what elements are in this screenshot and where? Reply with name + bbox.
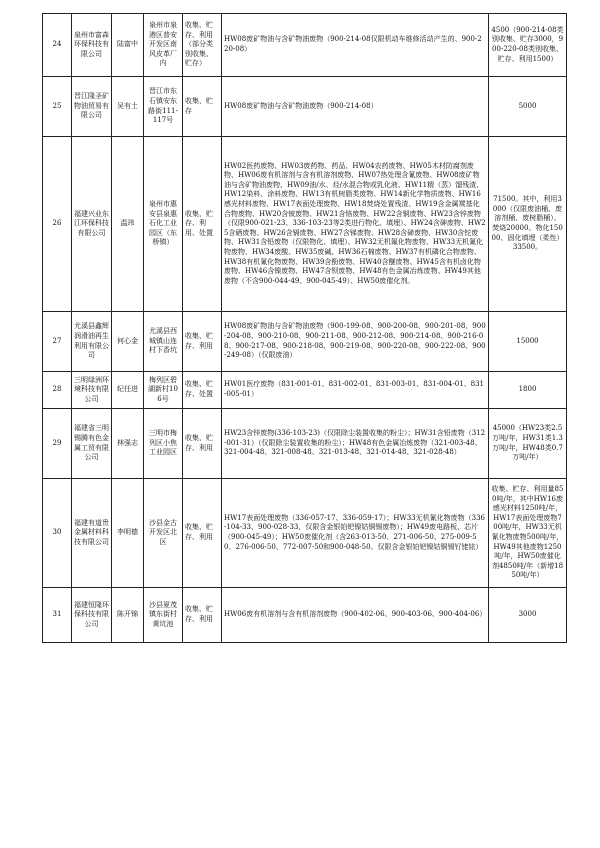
facility-address-cell: 沙县金古开发区北区 bbox=[144, 479, 183, 588]
row-number-cell: 30 bbox=[43, 479, 72, 588]
operation-mode-cell: 收集、贮存、利用 bbox=[183, 479, 222, 588]
facility-address-cell: 晋江市东石镇安东路街111-117号 bbox=[144, 77, 183, 137]
waste-categories-cell: HW17表面处理废物（336-057-17、336-059-17）；HW33无机氰化物废物（336-104-33、900-028-33，仅限含金银铂钯镍钴铜锡废物）；HW49废电路板、芯片（900-045-49）；HW50废催化剂（含263-013-50、271-006-50、275-009-50、276-006-50、772-007-50和900-048-50。仅限含金银铂钯镍钴铜锡钌铑铱） bbox=[222, 479, 489, 588]
permit-table-page bbox=[42, 13, 566, 643]
operation-scale-cell: 1800 bbox=[489, 372, 567, 409]
waste-categories-cell: HW08废矿物油与含矿物油废物（900-214-08仅限机动车维修活动产生的、900-220-08） bbox=[222, 14, 489, 77]
operation-mode-cell: 收集、贮存、利用 bbox=[183, 588, 222, 643]
operation-mode-cell: 收集、贮存、利用 bbox=[183, 409, 222, 479]
facility-address-cell: 泉州市惠安县泉惠石化工业园区（东桥镇） bbox=[144, 137, 183, 312]
waste-categories-cell: HW23含锌废物(336-103-23)（仅限除尘装置收集的粉尘）；HW31含铅废物（312-001-31）（仅限除尘装置收集的粉尘）；HW48有色金属冶炼废物（321-003-48、321-004-48、321-008-48、321-013-48、321-014-48、321-028-48） bbox=[222, 409, 489, 479]
legal-representative-cell: 吴有土 bbox=[112, 77, 144, 137]
row-number-cell: 25 bbox=[43, 77, 72, 137]
row-number-cell: 24 bbox=[43, 14, 72, 77]
facility-address-cell: 三明市梅列区小焦工业园区 bbox=[144, 409, 183, 479]
legal-representative-cell: 李明德 bbox=[112, 479, 144, 588]
waste-categories-cell: HW08废矿物油与含矿物油废物（900-214-08） bbox=[222, 77, 489, 137]
company-name-cell: 福建兴业东江环保科技有限公司 bbox=[72, 137, 112, 312]
operation-scale-cell: 45000（HW23类2.5万吨/年，HW31类1.3万吨/年，HW48类0.7万吨/年） bbox=[489, 409, 567, 479]
table-row bbox=[43, 409, 567, 479]
operation-scale-cell: 15000 bbox=[489, 312, 567, 372]
waste-categories-cell: HW08废矿物油与含矿物油废物（900-199-08、900-200-08、900-201-08、900-204-08、900-210-08、900-211-08、900-212-08、900-214-08、900-216-08、900-217-08、900-218-08、900-219-08、900-220-08、900-222-08、900-249-08）（仅限废油） bbox=[222, 312, 489, 372]
legal-representative-cell: 纪任进 bbox=[112, 372, 144, 409]
table-row bbox=[43, 479, 567, 588]
company-name-cell: 福建有道贵金属材料科技有限公司 bbox=[72, 479, 112, 588]
row-number-cell: 26 bbox=[43, 137, 72, 312]
legal-representative-cell: 林强志 bbox=[112, 409, 144, 479]
operation-scale-cell: 71500。其中，利用3000（仅限废油桶、废溶剂桶、废树脂桶）、焚烧20000、物化15000、固化填埋（柔性）33500。 bbox=[489, 137, 567, 312]
legal-representative-cell: 何心金 bbox=[112, 312, 144, 372]
row-number-cell: 28 bbox=[43, 372, 72, 409]
operation-scale-cell: 5000 bbox=[489, 77, 567, 137]
table-row bbox=[43, 588, 567, 643]
legal-representative-cell: 温玮 bbox=[112, 137, 144, 312]
table-row bbox=[43, 372, 567, 409]
table-body bbox=[43, 14, 567, 643]
row-number-cell: 31 bbox=[43, 588, 72, 643]
operation-mode-cell: 收集、贮存 bbox=[183, 77, 222, 137]
legal-representative-cell: 陈开锦 bbox=[112, 588, 144, 643]
hazardous-waste-permit-table bbox=[42, 13, 567, 643]
company-name-cell: 福建省三明锡腾有色金属工贸有限公司 bbox=[72, 409, 112, 479]
facility-address-cell: 沙县夏茂镇东街村黄坑池 bbox=[144, 588, 183, 643]
waste-categories-cell: HW01医疗废物（831-001-01、831-002-01、831-003-01、831-004-01、831-005-01） bbox=[222, 372, 489, 409]
table-row bbox=[43, 14, 567, 77]
operation-mode-cell: 收集、贮存、利用、处置 bbox=[183, 137, 222, 312]
operation-scale-cell: 收集、贮存、利用量850吨/年，其中HW16废感光材料1250吨/年，HW17表面处理废物700吨/年，HW33无机氰化物废物500吨/年，HW49其他废物1250吨/年，HW50废催化剂4850吨/年（新增1850吨/年） bbox=[489, 479, 567, 588]
company-name-cell: 三明绿洲环境科技有限公司 bbox=[72, 372, 112, 409]
facility-address-cell: 梅列区碧湖新村106号 bbox=[144, 372, 183, 409]
legal-representative-cell: 陆富中 bbox=[112, 14, 144, 77]
operation-scale-cell: 3000 bbox=[489, 588, 567, 643]
row-number-cell: 29 bbox=[43, 409, 72, 479]
row-number-cell: 27 bbox=[43, 312, 72, 372]
company-name-cell: 福建恒隆环保科技有限公司 bbox=[72, 588, 112, 643]
company-name-cell: 尤溪县鑫辉润滑油再生利用有限公司 bbox=[72, 312, 112, 372]
company-name-cell: 晋江隆圣矿物油贸易有限公司 bbox=[72, 77, 112, 137]
facility-address-cell: 尤溪县西城镇山连村下香坑 bbox=[144, 312, 183, 372]
table-row bbox=[43, 312, 567, 372]
operation-scale-cell: 4500（900-214-08类别收集、贮存3000，900-220-08类别收集、贮存、利用1500） bbox=[489, 14, 567, 77]
operation-mode-cell: 收集、贮存、利用（部分类别收集、贮存） bbox=[183, 14, 222, 77]
table-row bbox=[43, 137, 567, 312]
company-name-cell: 泉州市富森环保科技有限公司 bbox=[72, 14, 112, 77]
waste-categories-cell: HW02医药废物、HW03废药物、药品、HW04农药废物、HW05木材防腐剂废物、HW06废有机溶剂与含有机溶剂废物、HW07热处理含氰废物、HW08废矿物油与含矿物油废物、HW09油/水、烃/水混合物或乳化液、HW11精（蒸）馏残渣、HW12染料、涂料废物、HW13有机树脂类废物、HW14新化学物质废物、HW16感光材料废物、HW17表面处理废物、HW18焚烧处置残渣、HW19含金属羰基化合物废物、HW20含铍废物、HW21含铬废物、HW22含铜废物、HW23含锌废物（仅限900-021-23、336-103-23等2类进行物化、填埋）、HW24含砷废物、HW25含硒废物、HW26含镉废物、HW27含锑废物、HW28含碲废物、HW30含铊废物、HW31含铅废物（仅限物化、填埋）、HW32无机氟化物废物、HW33无机氰化物废物、HW34废酸、HW35废碱、HW36石棉废物、HW37有机磷化合物废物、HW38有机氰化物废物、HW39含酚废物、HW40含醚废物、HW45含有机卤化物废物、HW46含镍废物、HW47含钡废物、HW48有色金属冶炼废物、HW49其他废物（不含900-044-49、900-045-49）、HW50废催化剂。 bbox=[222, 137, 489, 312]
operation-mode-cell: 收集、贮存、处置 bbox=[183, 372, 222, 409]
waste-categories-cell: HW06废有机溶剂与含有机溶剂废物（900-402-06、900-403-06、900-404-06） bbox=[222, 588, 489, 643]
facility-address-cell: 泉州市泉港区普安开发区南风皮革厂内 bbox=[144, 14, 183, 77]
operation-mode-cell: 收集、贮存、利用 bbox=[183, 312, 222, 372]
table-row bbox=[43, 77, 567, 137]
